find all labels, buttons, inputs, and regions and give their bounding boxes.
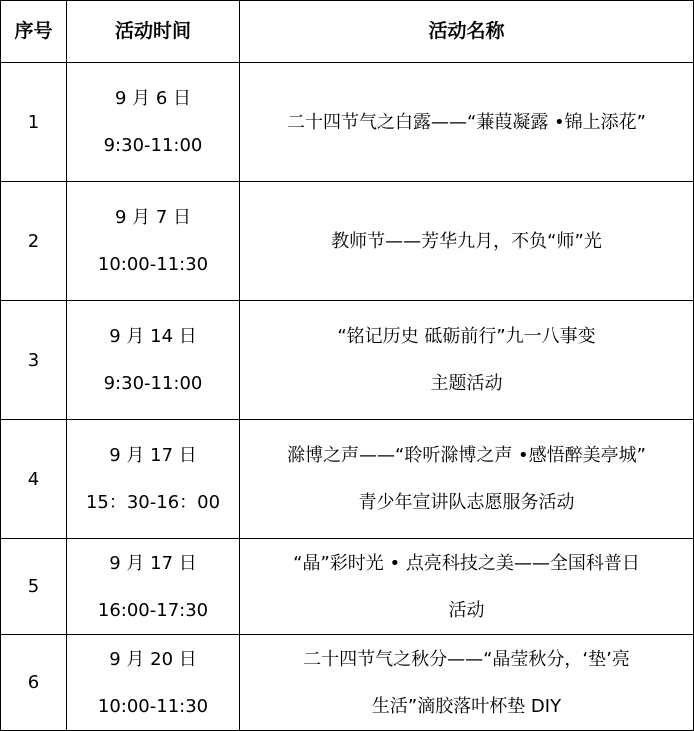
row-time-cell [67, 420, 240, 539]
header-no: 序号 [1, 1, 67, 63]
row-name-line1: “晶”彩时光 • 点亮科技之美——全国科普日 [293, 552, 640, 574]
row-name: 二十四节气之白露——“蒹葭凝露 •锦上添花” [287, 111, 646, 133]
row-name-line2: 生活”滴胶落叶杯垫 DIY [371, 695, 562, 717]
row-name-cell [240, 63, 694, 182]
row-name-line1: 滁博之声——“聆听滁博之声 •感悟醉美亭城” [287, 445, 646, 466]
row-name-cell [240, 420, 694, 539]
row-name-line1: “铭记历史 砥砺前行”九一八事变 [337, 326, 596, 347]
row-time: 16:00-17:30 [97, 599, 209, 621]
row-no: 4 [1, 420, 67, 539]
row-no: 1 [1, 63, 67, 182]
row-time: 9:30-11:00 [103, 373, 203, 394]
row-name: 教师节——芳华九月，不负“师”光 [331, 230, 602, 252]
row-time-cell [67, 539, 240, 635]
table-row [1, 63, 694, 182]
row-time: 10:00-11:30 [97, 695, 209, 717]
row-date: 9 月 7 日 [114, 207, 192, 228]
table-row [1, 635, 694, 731]
row-name-line2: 青少年宣讲队志愿服务活动 [358, 492, 575, 513]
row-time: 10:00-11:30 [97, 254, 209, 275]
row-name-line1: 二十四节气之秋分——“晶莹秋分，‘垫’亮 [303, 648, 630, 670]
table-row [1, 420, 694, 539]
row-name-cell [240, 182, 694, 301]
row-time-cell [67, 63, 240, 182]
row-date: 9 月 6 日 [114, 88, 192, 109]
table-header [1, 1, 694, 63]
row-name-cell [240, 539, 694, 635]
row-date: 9 月 17 日 [109, 445, 197, 466]
row-no: 3 [1, 301, 67, 420]
table-row [1, 301, 694, 420]
row-date: 9 月 20 日 [109, 648, 197, 670]
row-date: 9 月 17 日 [109, 552, 197, 574]
table-row [1, 182, 694, 301]
header-name: 活动名称 [240, 1, 694, 63]
header-row [1, 1, 694, 63]
row-name-cell [240, 301, 694, 420]
table-body [1, 63, 694, 731]
row-time-cell [67, 635, 240, 731]
row-time-cell [67, 301, 240, 420]
table-row [1, 539, 694, 635]
row-time: 9:30-11:00 [103, 135, 203, 156]
row-name-line2: 主题活动 [430, 373, 503, 394]
header-time: 活动时间 [67, 1, 240, 63]
row-name-cell [240, 635, 694, 731]
row-no: 2 [1, 182, 67, 301]
row-date: 9 月 14 日 [109, 326, 197, 347]
row-time: 15：30-16：00 [85, 492, 221, 513]
row-no: 6 [1, 635, 67, 731]
row-no: 5 [1, 539, 67, 635]
row-time-cell [67, 182, 240, 301]
row-name-line2: 活动 [448, 599, 485, 621]
